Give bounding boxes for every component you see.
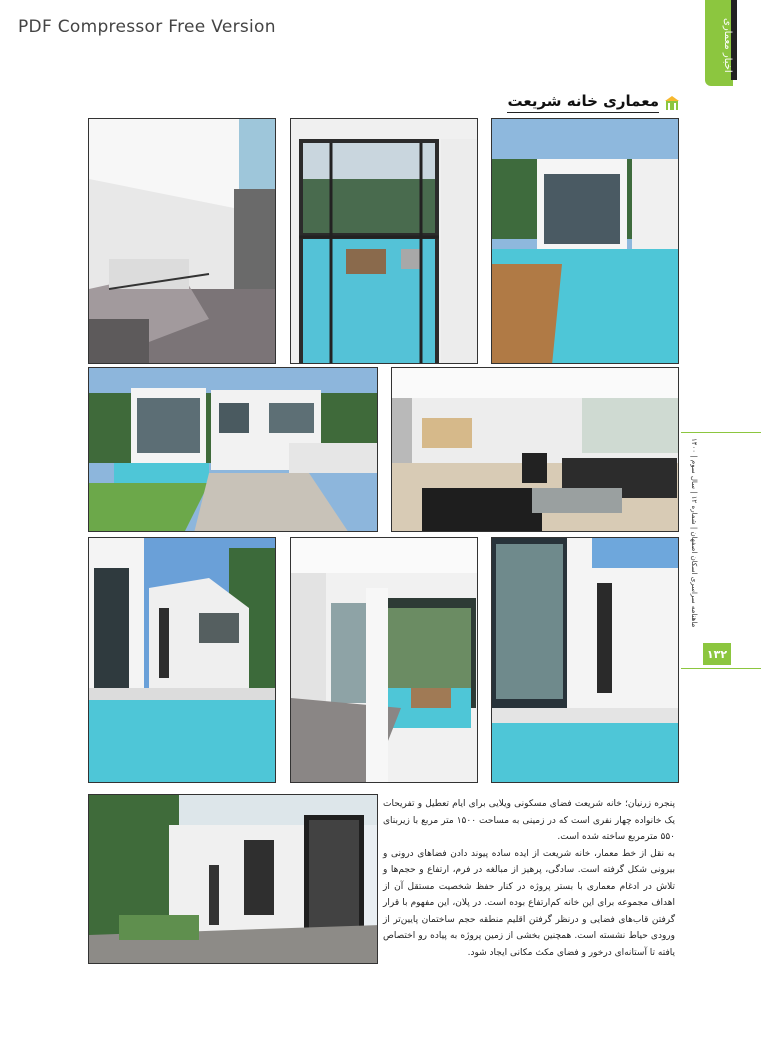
- article-title: معماری خانه شریعت: [507, 92, 659, 113]
- photo-living-room: [391, 367, 679, 532]
- photo-entrance-gate: [88, 794, 378, 964]
- photo-interior-atrium: [88, 118, 276, 364]
- photo-entrance-corridor: [290, 537, 478, 783]
- side-divider-bottom: [681, 668, 761, 669]
- photo-glass-floor-pool: [290, 118, 478, 364]
- photo-cube-pool-deck: [491, 118, 679, 364]
- body-paragraph-2: به نقل از خط معمار، خانه شریعت از ایده ساده پیوند دادن فضاهای درونی و بیرونی شکل گرفته است. سادگی، پرهیز از مبالغه در فرم، ارتفاع و حجم‌ها و تلاش در ادغام معماری با بستر پروژه در کنار حفظ شخصیت مستقل آن از اهداف مجموعه برای این خانه کم‌ارتفاع بوده است. در پلان، این مفهوم با قرار گرفتن قاب‌های فضایی و درنظر گرفتن اقلیم منطقه حجم ساختمان پایین‌تر از ورودی حیاط نشسته است. همچنین بخشی از زمین پروژه به پیاده رو اختصاص یافته تا آستانه‌ای درخور و فضای مکث مکانی ایجاد شود.: [383, 848, 675, 958]
- article-body: [383, 796, 675, 961]
- photo-facade-pool: [88, 537, 276, 783]
- page-number: ۱۳۲: [703, 643, 731, 665]
- photo-tall-window-pool: [491, 537, 679, 783]
- watermark-text: PDF Compressor Free Version: [18, 17, 276, 37]
- side-running-text: ماهنامه سراسری اسکان اصفهان | شماره ۱۲ | سال سوم | ۱۴۰۰: [690, 438, 698, 628]
- side-divider-top: [681, 432, 761, 433]
- photo-villa-exterior: [88, 367, 378, 532]
- section-tab-label: اخبار معماری: [722, 17, 733, 73]
- building-icon: [665, 96, 679, 110]
- article-title-row: [507, 92, 679, 113]
- body-paragraph-1: پنجره زرنیان؛ خانه شریعت فضای مسکونی ویلایی برای ایام تعطیل و تفریحات یک خانواده چهار نفری است که در زمینی به مساحت ۱۵۰۰ متر مربع با زیربنای ۵۵۰ مترمربع ساخته شده است.: [383, 799, 675, 842]
